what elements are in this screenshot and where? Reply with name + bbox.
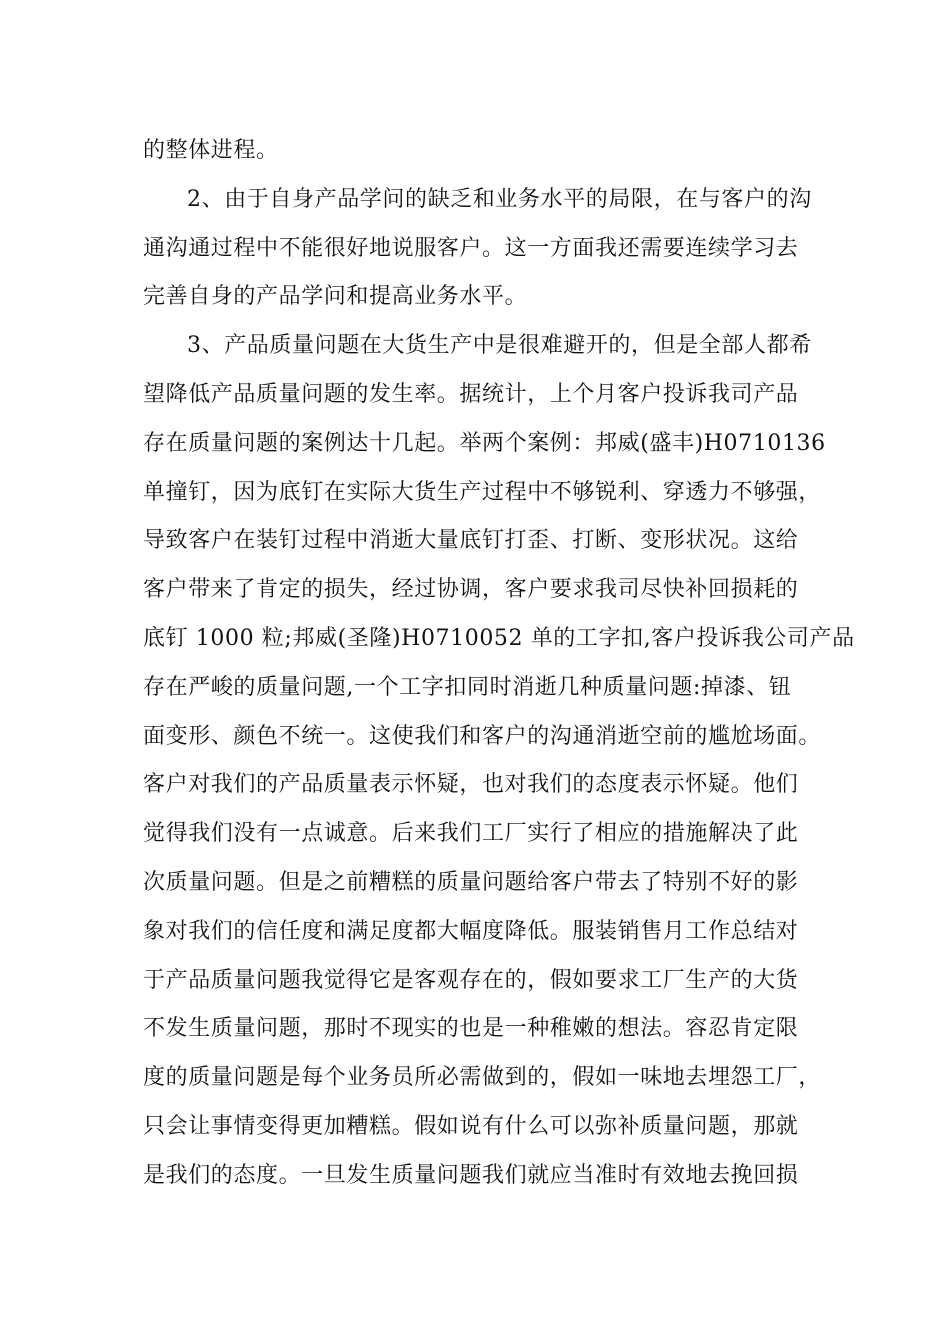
document-body — [143, 127, 855, 1201]
text-line-6: 望降低产品质量问题的发生率。据统计，上个月客户投诉我司产品 — [143, 381, 799, 407]
text-line-17: 象对我们的信任度和满足度都大幅度降低。服装销售月工作总结对 — [143, 918, 799, 944]
text-line-2: 2、由于自身产品学问的缺乏和业务水平的局限，在与客户的沟 — [187, 186, 812, 212]
text-line-20: 度的质量问题是每个业务员所必需做到的，假如一味地去埋怨工厂， — [143, 1065, 822, 1091]
text-line-3: 通沟通过程中不能很好地说服客户。这一方面我还需要连续学习去 — [143, 235, 799, 261]
text-line-9: 导致客户在装钉过程中消逝大量底钉打歪、打断、变形状况。这给 — [143, 528, 799, 554]
text-line-14: 客户对我们的产品质量表示怀疑，也对我们的态度表示怀疑。他们 — [143, 772, 799, 798]
text-line-4: 完善自身的产品学问和提高业务水平。 — [143, 284, 528, 310]
text-line-15: 觉得我们没有一点诚意。后来我们工厂实行了相应的措施解决了此 — [143, 821, 799, 847]
text-line-12: 存在严峻的质量问题,一个工字扣同时消逝几种质量问题:掉漆、钮 — [143, 674, 792, 700]
text-line-5: 3、产品质量问题在大货生产中是很难避开的，但是全部人都希 — [187, 333, 812, 359]
text-line-19: 不发生质量问题，那时不现实的也是一种稚嫩的想法。容忍肯定限 — [143, 1016, 799, 1042]
text-line-16: 次质量问题。但是之前糟糕的质量问题给客户带去了特别不好的影 — [143, 869, 799, 895]
text-line-10: 客户带来了肯定的损失，经过协调，客户要求我司尽快补回损耗的 — [143, 577, 799, 603]
text-line-13: 面变形、颜色不统一。这使我们和客户的沟通消逝空前的尴尬场面。 — [143, 723, 822, 749]
text-line-22: 是我们的态度。一旦发生质量问题我们就应当准时有效地去挽回损 — [143, 1162, 799, 1188]
text-line-7: 存在质量问题的案例达十几起。举两个案例：邦威(盛丰)H0710136 — [143, 430, 826, 456]
text-line-11: 底钉 1000 粒;邦威(圣隆)H0710052 单的工字扣,客户投诉我公司产品 — [143, 625, 855, 651]
text-line-21: 只会让事情变得更加糟糕。假如说有什么可以弥补质量问题，那就 — [143, 1113, 799, 1139]
text-line-18: 于产品质量问题我觉得它是客观存在的，假如要求工厂生产的大货 — [143, 967, 799, 993]
text-line-8: 单撞钉，因为底钉在实际大货生产过程中不够锐利、穿透力不够强， — [143, 479, 822, 505]
text-line-1: 的整体进程。 — [143, 138, 279, 163]
